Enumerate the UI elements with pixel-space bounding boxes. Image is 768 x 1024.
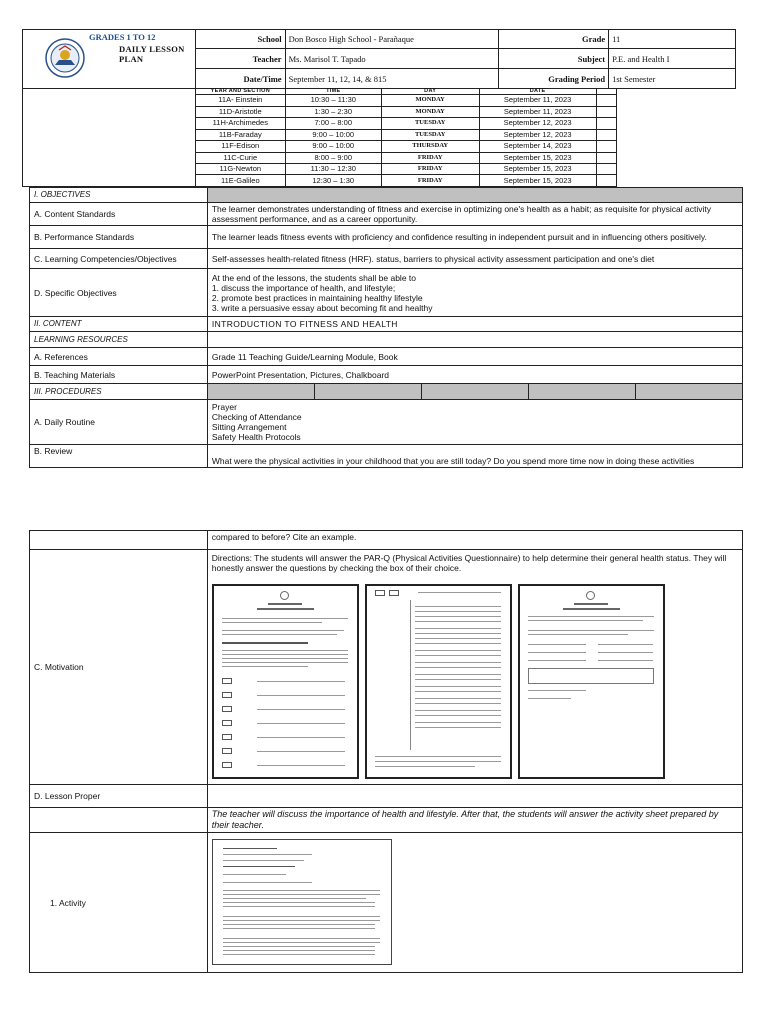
- objectives-heading-fill: [207, 188, 742, 203]
- table-row: 11H-Archimedes 7:00 – 8:00 TUESDAY September 12, 2023: [23, 118, 737, 129]
- activity-label: 1. Activity: [30, 833, 208, 973]
- period-label: Grading Period: [499, 69, 609, 89]
- content-heading: II. CONTENT: [30, 317, 208, 332]
- review-label: B. Review: [30, 445, 208, 468]
- references-text: Grade 11 Teaching Guide/Learning Module, Book: [207, 348, 742, 366]
- grade-value: 11: [609, 30, 736, 49]
- datetime-value: September 11, 12, 14, & 815: [285, 69, 499, 89]
- competencies-text: Self-assesses health-related fitness (HRF). status, barriers to physical activity assessment participation and one's diet: [207, 249, 742, 269]
- school-label: School: [195, 30, 285, 49]
- activity-cell: [207, 833, 742, 973]
- review-text: What were the physical activities in your childhood that you are still today? Do you spend more time now in doing these activities: [207, 445, 742, 468]
- motivation-label: C. Motivation: [30, 550, 208, 785]
- parq-sheet-1-image: [212, 584, 359, 779]
- table-row: 11G-Newton 11:30 – 12:30 FRIDAY September 15, 2023: [23, 163, 737, 174]
- resources-empty: [207, 332, 742, 348]
- schedule-spacer: [23, 89, 196, 187]
- motivation-text: Directions: The students will answer the PAR-Q (Physical Activities Questionnaire) to help determine their general health status. They will honestly answer the questions by checking the box of their choice.: [211, 553, 727, 573]
- materials-text: PowerPoint Presentation, Pictures, Chalkboard: [207, 366, 742, 384]
- brand-line-1: GRADES 1 TO 12: [89, 32, 156, 42]
- datetime-label: Date/Time: [195, 69, 285, 89]
- table-row: 11C-Curie 8:00 – 9:00 FRIDAY September 15, 2023: [23, 152, 737, 163]
- lesson-proper-label: D. Lesson Proper: [30, 785, 208, 808]
- references-label: A. References: [30, 348, 208, 366]
- table-row: 11B-Faraday 9:00 – 10:00 TUESDAY September 12, 2023: [23, 129, 737, 140]
- procedures-heading: III. PROCEDURES: [30, 384, 208, 400]
- lesson-plan-table: [29, 187, 743, 468]
- table-row: 11A- Einstein 10:30 – 11:30 MONDAY September 11, 2023: [23, 95, 737, 106]
- col-date: DATE: [479, 89, 596, 95]
- specific-objectives-label: D. Specific Objectives: [30, 269, 208, 317]
- content-text: INTRODUCTION TO FITNESS AND HEALTH: [207, 317, 742, 332]
- period-value: 1st Semester: [609, 69, 736, 89]
- subject-value: P.E. and Health I: [609, 49, 736, 69]
- procedures-grid: [207, 384, 742, 400]
- col-day: DAY: [381, 89, 479, 95]
- col-time: TIME: [285, 89, 381, 95]
- grade-label: Grade: [499, 30, 609, 49]
- lesson-proper-grid: [207, 785, 742, 808]
- materials-label: B. Teaching Materials: [30, 366, 208, 384]
- deped-seal-icon: [45, 38, 85, 78]
- review-cont-text: compared to before? Cite an example.: [207, 531, 742, 550]
- lesson-plan-table-page-2: [29, 530, 743, 973]
- teacher-label: Teacher: [195, 49, 285, 69]
- performance-standards-text: The learner leads fitness events with proficiency and confidence resulting in independent pursuit and in influencing others positively.: [207, 226, 742, 249]
- col-section: YEAR AND SECTION: [195, 89, 285, 95]
- brand-line-2: DAILY LESSON PLAN: [119, 44, 185, 64]
- daily-routine-text: Prayer Checking of Attendance Sitting Arrangement Safety Health Protocols: [207, 400, 742, 445]
- subject-label: Subject: [499, 49, 609, 69]
- content-standards-label: A. Content Standards: [30, 203, 208, 226]
- daily-routine-label: A. Daily Routine: [30, 400, 208, 445]
- parq-sheet-2-image: [365, 584, 512, 779]
- teacher-value: Ms. Marisol T. Tapado: [285, 49, 499, 69]
- objectives-heading: I. OBJECTIVES: [30, 188, 208, 203]
- table-row: 11D-Aristotle 1:30 – 2:30 MONDAY September 11, 2023: [23, 106, 737, 117]
- header-table: [22, 29, 736, 89]
- motivation-cell: [207, 550, 742, 785]
- review-cont-spacer: [30, 531, 208, 550]
- logo-cell: [23, 30, 196, 89]
- school-value: Don Bosco High School - Parañaque: [285, 30, 499, 49]
- competencies-label: C. Learning Competencies/Objectives: [30, 249, 208, 269]
- lesson-proper-spacer: [30, 808, 208, 833]
- lesson-proper-text: The teacher will discuss the importance of health and lifestyle. After that, the students will answer the activity sheet prepared by their teacher.: [207, 808, 742, 833]
- parq-sheet-3-image: [518, 584, 665, 779]
- schedule-right-spacer: [616, 89, 736, 187]
- schedule-table: [22, 88, 736, 187]
- performance-standards-label: B. Performance Standards: [30, 226, 208, 249]
- specific-objectives-text: At the end of the lessons, the students shall be able to 1. discuss the importance of health, and lifestyle; 2. promote best practices in maintaining healthy lifestyle 3. write a persuasive essay about becoming fit and healthy: [207, 269, 742, 317]
- table-row: 11F-Edison 9:00 – 10:00 THURSDAY September 14, 2023: [23, 141, 737, 152]
- content-standards-text: The learner demonstrates understanding of fitness and exercise in optimizing one's health as a habit; as requisite for physical activity assessment performance, and as a career opportunity.: [207, 203, 742, 226]
- resources-heading: LEARNING RESOURCES: [30, 332, 208, 348]
- table-row: 11E-Galileo 12:30 – 1:30 FRIDAY September 15, 2023: [23, 175, 737, 187]
- activity-sheet-image: [212, 839, 392, 965]
